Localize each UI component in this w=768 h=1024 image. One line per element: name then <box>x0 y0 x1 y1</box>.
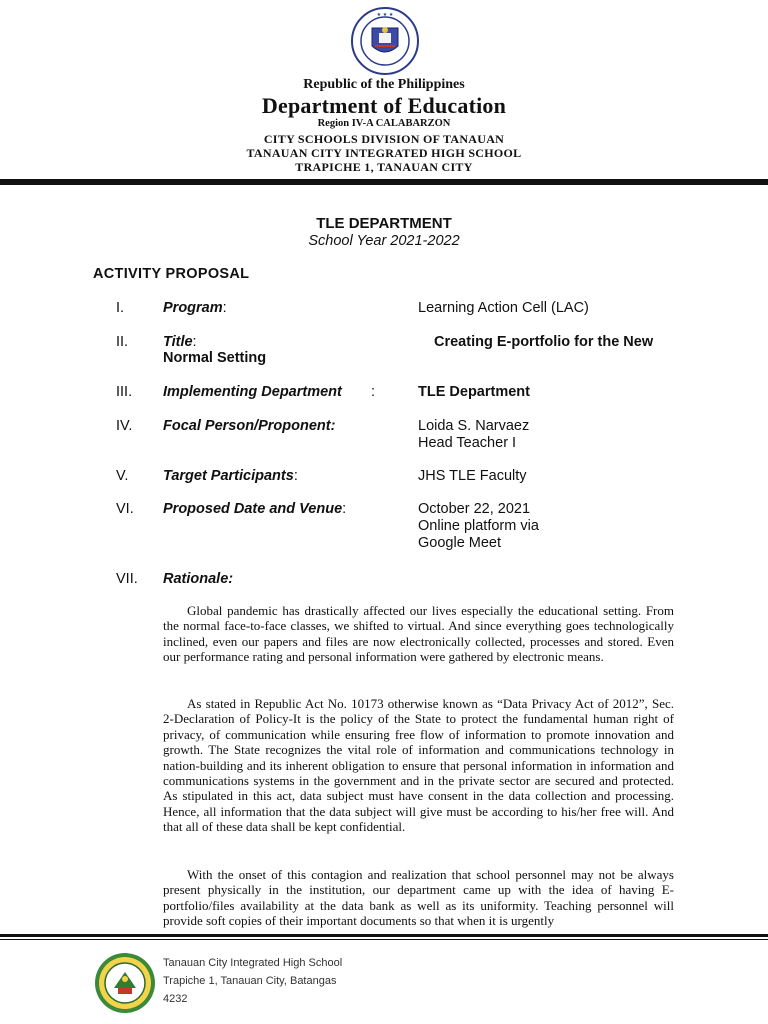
proposed-venue-line1: Online platform via <box>418 518 539 534</box>
region-heading: Region IV-A CALABARZON <box>317 118 451 129</box>
header-divider <box>0 179 768 185</box>
focal-person-position: Head Teacher I <box>418 435 517 451</box>
address-heading: TRAPICHE 1, TANAUAN CITY <box>295 160 473 174</box>
school-seal-logo <box>94 952 156 1014</box>
school-heading: TANAUAN CITY INTEGRATED HIGH SCHOOL <box>246 146 522 160</box>
item-value-focal-person <box>418 418 529 452</box>
svg-text:★ ★ ★: ★ ★ ★ <box>376 12 394 18</box>
item-value-title-cont: Normal Setting <box>163 350 267 366</box>
item-number: I. <box>116 300 125 316</box>
item-value-date-venue <box>418 501 539 552</box>
tle-department-title: TLE DEPARTMENT <box>316 215 452 232</box>
item-colon: : <box>371 384 376 400</box>
school-year: School Year 2021-2022 <box>308 233 460 249</box>
focal-person-name: Loida S. Narvaez <box>418 418 530 434</box>
item-number: III. <box>116 384 133 400</box>
department-heading: Department of Education <box>261 93 507 118</box>
item-number: II. <box>116 334 129 350</box>
footer-zip: 4232 <box>163 993 188 1005</box>
deped-seal-logo <box>350 6 420 76</box>
footer-address: Trapiche 1, Tanauan City, Batangas <box>163 975 337 987</box>
item-value-implementing-department: TLE Department <box>418 384 530 400</box>
item-value-program: Learning Action Cell (LAC) <box>418 300 589 316</box>
item-label-date-venue: Proposed Date and Venue: <box>163 501 347 517</box>
item-number: VII. <box>116 571 138 587</box>
item-number: V. <box>116 468 129 484</box>
proposed-venue-line2: Google Meet <box>418 535 502 551</box>
footer-divider-thin <box>0 939 768 940</box>
division-heading: CITY SCHOOLS DIVISION OF TANAUAN <box>263 132 505 146</box>
rationale-paragraph-1: Global pandemic has drastically affected our lives especially the educational setting. From the normal face-to-face classes, we shifted to virtual. And since everything goes technologically inclined, even our papers and files are now electronically collected, processes and stored. Even our performance rating and personal information were gathered by electronic means. <box>163 603 674 665</box>
republic-heading: Republic of the Philippines <box>303 77 465 92</box>
item-number: IV. <box>116 418 133 434</box>
footer-school-name: Tanauan City Integrated High School <box>163 957 343 969</box>
item-label-implementing-department: Implementing Department <box>163 384 342 400</box>
item-number: VI. <box>116 501 134 517</box>
rationale-paragraph-2: As stated in Republic Act No. 10173 otherwise known as “Data Privacy Act of 2012”, Sec. 2-Declaration of Policy-It is the policy of the State to protect the fundamental human right of privacy, of communication while ensuring free flow of information to promote innovation and growth. The State recognizes the vital role of information and communications technology in nation-building and its inherent obligation to ensure that personal information in information and communications systems in the government and in the private sector are secured and protected. As stipulated in this act, data subject must have consent in the data collection and processing. Hence, all information that the data subject will give must be according to his/her free will. And that all of these data shall be kept confidential. <box>163 696 674 835</box>
activity-proposal-label: ACTIVITY PROPOSAL <box>93 266 250 282</box>
item-label-title: Title: <box>163 334 197 350</box>
item-label-program: Program: <box>163 300 227 316</box>
rationale-paragraph-3: With the onset of this contagion and realization that school personnel may not be always present physically in the institution, our department came up with the idea of having E-portfolio/files availability at the data bank as well as its uniformity. Teaching personnel will provide soft copies of their important documents so that when it is urgently <box>163 867 674 929</box>
item-label-target-participants: Target Participants: <box>163 468 298 484</box>
item-label-focal-person: Focal Person/Proponent: <box>163 418 336 434</box>
proposed-date: October 22, 2021 <box>418 501 531 517</box>
item-value-target-participants: JHS TLE Faculty <box>418 468 527 484</box>
footer-divider <box>0 934 768 937</box>
item-value-title: Creating E-portfolio for the New <box>434 334 654 350</box>
item-label-rationale: Rationale: <box>163 571 234 587</box>
